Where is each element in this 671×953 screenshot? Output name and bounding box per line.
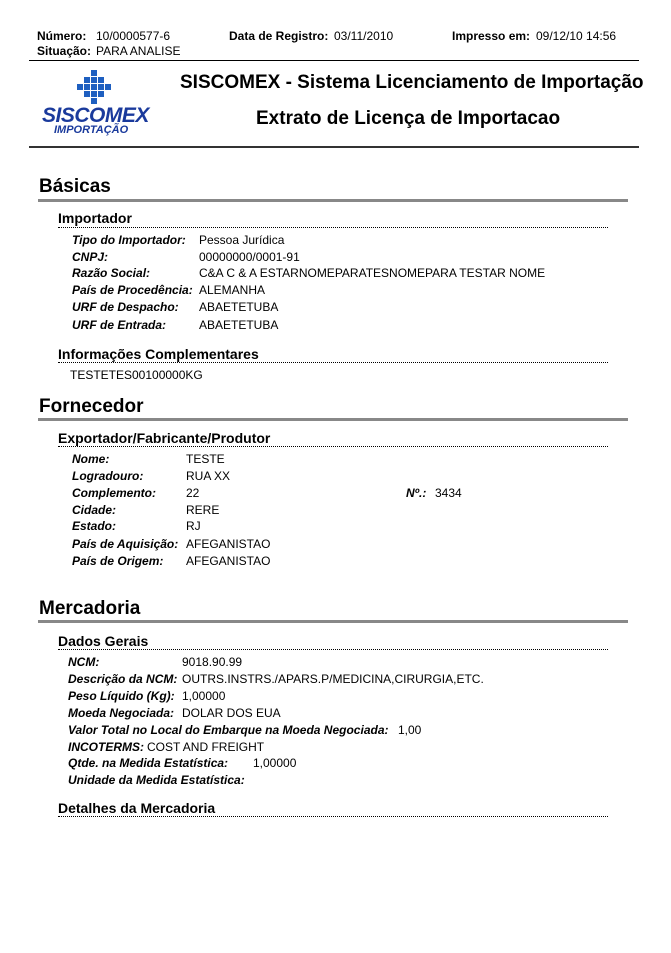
- detalhes-title: Detalhes da Mercadoria: [58, 800, 216, 816]
- field-label: País de Aquisição:: [72, 537, 179, 551]
- field-value: TESTE: [186, 452, 225, 466]
- moeda-label: Moeda Negociada:: [68, 706, 175, 720]
- section-fornecedor-title: Fornecedor: [39, 396, 144, 417]
- exportador-title: Exportador/Fabricante/Produtor: [58, 430, 271, 446]
- ncm-label: NCM:: [68, 655, 100, 669]
- field-label: Tipo do Importador:: [72, 233, 186, 247]
- field-label: País de Procedência:: [72, 283, 193, 297]
- field-label: Complemento:: [72, 486, 156, 500]
- title-divider: [29, 146, 639, 148]
- dados-gerais-rule: [58, 649, 608, 650]
- field-value: ALEMANHA: [199, 283, 266, 297]
- valor-total-value: 1,00: [398, 723, 422, 737]
- importador-rule: [58, 227, 608, 228]
- peso-label: Peso Líquido (Kg):: [68, 689, 175, 703]
- ncm-value: 9018.90.99: [182, 655, 243, 669]
- impresso-value: 09/12/10 14:56: [536, 29, 617, 43]
- importador-title: Importador: [58, 210, 132, 226]
- descricao-ncm-value: OUTRS.INSTRS./APARS.P/MEDICINA,CIRURGIA,ETC.: [182, 672, 484, 686]
- field-value: RUA XX: [186, 469, 231, 483]
- data-registro-label: Data de Registro:: [229, 29, 329, 43]
- section-mercadoria-title: Mercadoria: [39, 598, 141, 619]
- logo-brand: SISCOMEX: [42, 104, 149, 127]
- dados-gerais-title: Dados Gerais: [58, 633, 149, 649]
- logo-subtitle: IMPORTAÇÃO: [54, 124, 129, 136]
- numero-value: 10/0000577-6: [96, 29, 171, 43]
- incoterms-value: COST AND FREIGHT: [147, 740, 265, 754]
- situacao-label: Situação:: [37, 44, 92, 58]
- section-basicas-rule: [38, 199, 628, 202]
- moeda-value: DOLAR DOS EUA: [182, 706, 281, 720]
- field-label: Cidade:: [72, 503, 117, 517]
- field-label: URF de Entrada:: [72, 318, 167, 332]
- unidade-label: Unidade da Medida Estatística:: [68, 773, 245, 787]
- exportador-rule: [58, 446, 608, 447]
- main-title: SISCOMEX - Sistema Licenciamento de Importação: [180, 72, 644, 93]
- field-value: AFEGANISTAO: [186, 537, 271, 551]
- field-label: País de Origem:: [72, 554, 164, 568]
- field-value: 22: [186, 486, 200, 500]
- section-basicas-title: Básicas: [39, 176, 111, 197]
- impresso-label: Impresso em:: [452, 29, 531, 43]
- numero-label: Número:: [37, 29, 87, 43]
- field-label: Logradouro:: [72, 469, 144, 483]
- header-divider: [29, 60, 639, 61]
- complementares-title: Informações Complementares: [58, 346, 259, 362]
- data-registro-value: 03/11/2010: [334, 29, 394, 43]
- qtde-value: 1,00000: [253, 756, 297, 770]
- detalhes-rule: [58, 816, 608, 817]
- field-label: Estado:: [72, 519, 117, 533]
- field-value: RJ: [186, 519, 201, 533]
- section-fornecedor-rule: [38, 418, 628, 421]
- field-label: CNPJ:: [72, 250, 109, 264]
- field-label: URF de Despacho:: [72, 300, 179, 314]
- descricao-ncm-label: Descrição da NCM:: [68, 672, 178, 686]
- field-value: C&A C & A ESTARNOMEPARATESNOMEPARA TESTAR NOME: [199, 266, 546, 280]
- complementares-text: TESTETES00100000KG: [70, 368, 203, 382]
- incoterms-label: INCOTERMS:: [68, 740, 144, 754]
- field-value: ABAETETUBA: [199, 300, 279, 314]
- section-mercadoria-rule: [38, 620, 628, 623]
- field-value: ABAETETUBA: [199, 318, 279, 332]
- field-label: Nome:: [72, 452, 110, 466]
- field-value: RERE: [186, 503, 220, 517]
- siscomex-logo: [40, 68, 155, 138]
- numero-endereco-value: 3434: [435, 486, 462, 500]
- field-label: Razão Social:: [72, 266, 151, 280]
- complementares-rule: [58, 362, 608, 363]
- sub-title: Extrato de Licença de Importacao: [256, 108, 561, 129]
- field-value: Pessoa Jurídica: [199, 233, 285, 247]
- peso-value: 1,00000: [182, 689, 226, 703]
- qtde-label: Qtde. na Medida Estatística:: [68, 756, 229, 770]
- situacao-value: PARA ANALISE: [96, 44, 181, 58]
- numero-endereco-label: Nº.:: [406, 486, 427, 500]
- field-value: 00000000/0001-91: [199, 250, 300, 264]
- valor-total-label: Valor Total no Local do Embarque na Moeda Negociada:: [68, 723, 389, 737]
- field-value: AFEGANISTAO: [186, 554, 271, 568]
